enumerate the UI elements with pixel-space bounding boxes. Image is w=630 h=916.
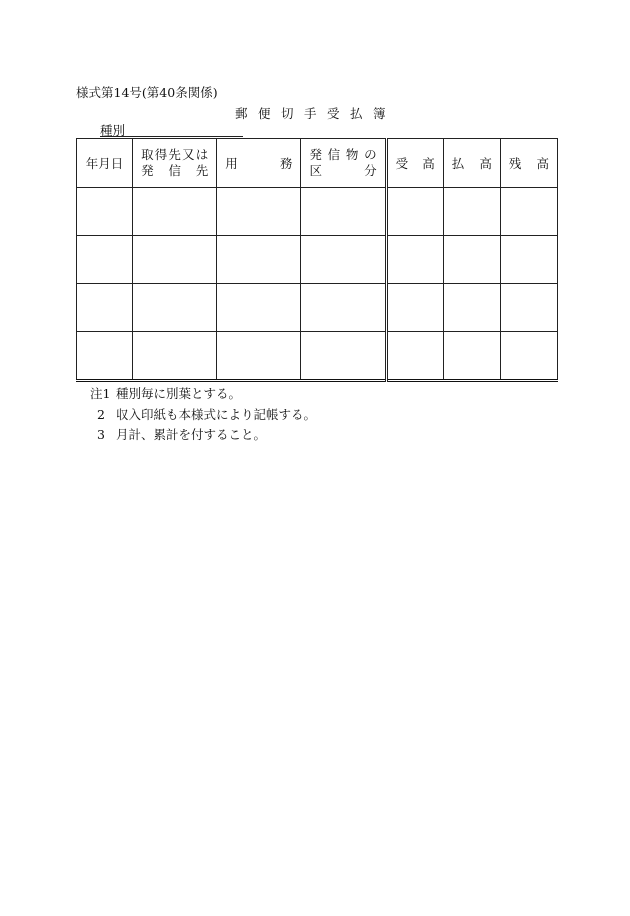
ledger-table [76, 138, 558, 382]
note-number: 3 [97, 427, 105, 442]
header-row [77, 139, 558, 188]
note-item [90, 405, 316, 426]
cell-send-type [301, 332, 386, 381]
note-number: 注1 [90, 386, 111, 401]
document-title: 郵便切手受払簿 [235, 106, 397, 121]
cell-paid [443, 188, 500, 236]
cell-date [77, 236, 133, 284]
cell-paid [443, 332, 500, 381]
note-text: 種別毎に別葉とする。 [116, 386, 242, 401]
header-received-label: 受 高 [395, 156, 435, 171]
cell-send-type [301, 284, 386, 332]
cell-purpose [217, 188, 301, 236]
header-send-type [301, 139, 386, 188]
note-item [90, 425, 316, 446]
header-date-label: 年月日 [85, 156, 124, 171]
header-balance-label: 残 高 [508, 156, 549, 171]
category-field [100, 121, 243, 137]
header-paid [443, 139, 500, 188]
cell-date [77, 284, 133, 332]
header-source-line1: 取 得 先 又 は [141, 147, 209, 162]
header-balance [500, 139, 557, 188]
header-send-line2: 区 分 [309, 163, 377, 178]
cell-purpose [217, 236, 301, 284]
note-text: 収入印紙も本様式により記帳する。 [116, 406, 317, 422]
header-received [386, 139, 443, 188]
cell-paid [443, 284, 500, 332]
cell-source [133, 332, 217, 381]
header-purpose-label: 用 務 [225, 156, 293, 171]
form-number: 様式第14号(第40条関係) [76, 85, 218, 100]
header-source [133, 139, 217, 188]
cell-balance [500, 236, 557, 284]
cell-date [77, 332, 133, 381]
header-purpose [217, 139, 301, 188]
cell-purpose [217, 332, 301, 381]
cell-date [77, 188, 133, 236]
header-date [77, 139, 133, 188]
cell-received [386, 188, 443, 236]
table-row [77, 332, 558, 381]
cell-source [133, 284, 217, 332]
notes [90, 384, 316, 446]
category-label: 種別 [100, 123, 126, 138]
cell-received [386, 236, 443, 284]
header-source-line2: 発 信 先 [141, 163, 209, 178]
note-item [90, 384, 316, 405]
table-row [77, 284, 558, 332]
cell-source [133, 236, 217, 284]
cell-purpose [217, 284, 301, 332]
cell-received [386, 332, 443, 381]
table-row [77, 236, 558, 284]
cell-paid [443, 236, 500, 284]
cell-balance [500, 188, 557, 236]
header-paid-label: 払 高 [451, 156, 492, 171]
note-text: 月計、累計を付すること。 [116, 427, 267, 442]
table-row [77, 188, 558, 236]
header-send-line1: 発 信 物 の [309, 147, 377, 162]
cell-received [386, 284, 443, 332]
cell-send-type [301, 188, 386, 236]
note-number: 2 [97, 406, 105, 422]
cell-balance [500, 284, 557, 332]
cell-source [133, 188, 217, 236]
cell-send-type [301, 236, 386, 284]
cell-balance [500, 332, 557, 381]
